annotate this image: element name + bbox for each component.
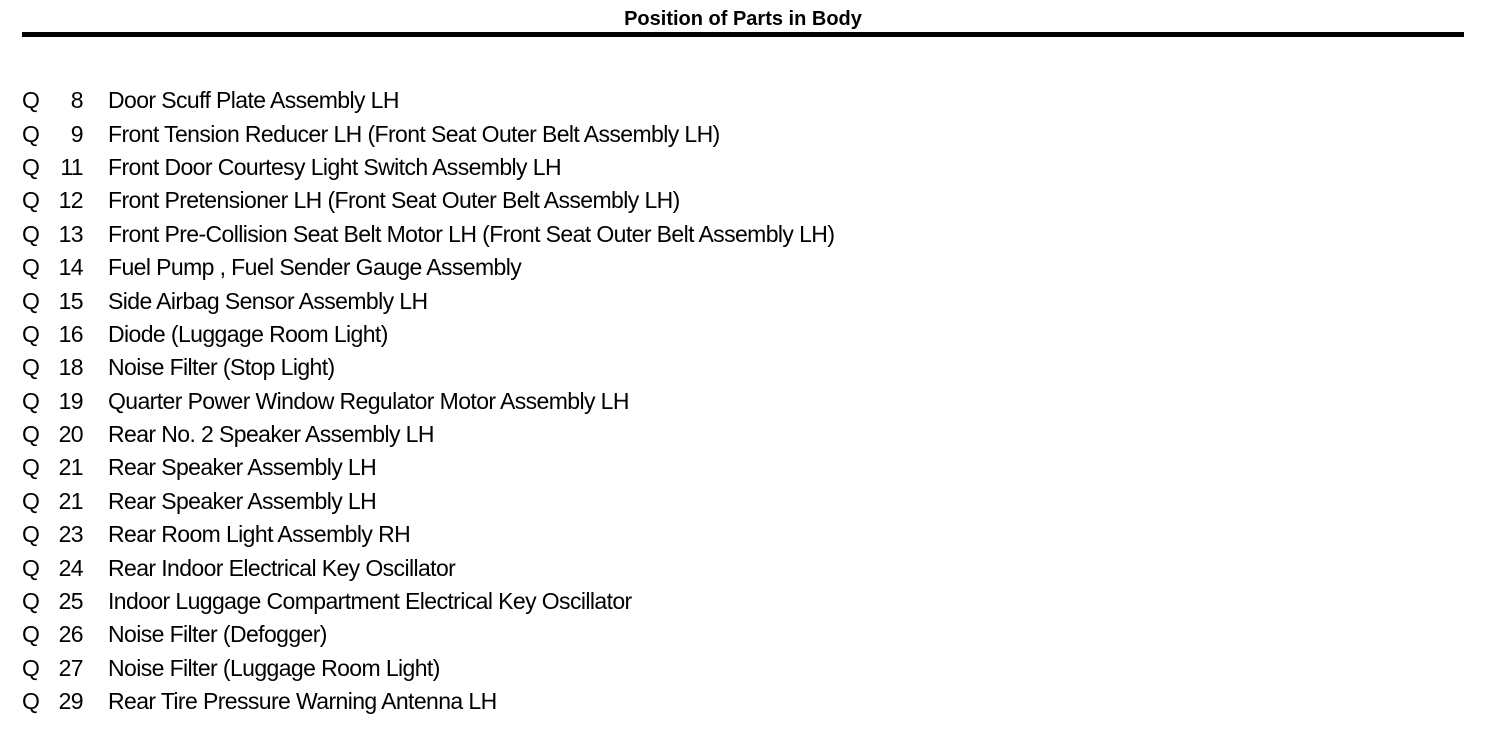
- part-location-code: Q: [22, 487, 40, 514]
- list-item: [22, 618, 834, 651]
- page-title: Position of Parts in Body: [624, 8, 862, 30]
- list-item: [22, 418, 834, 451]
- list-item: [22, 117, 834, 150]
- part-number: 11: [60, 153, 83, 180]
- list-item: [22, 551, 834, 584]
- part-name: Front Pretensioner LH (Front Seat Outer Belt Assembly LH): [108, 187, 680, 214]
- part-location-code: Q: [22, 454, 40, 481]
- list-item: [22, 251, 834, 284]
- part-number: 15: [58, 287, 83, 314]
- part-location-code: Q: [22, 87, 40, 114]
- part-name: Indoor Luggage Compartment Electrical Key Oscillator: [108, 588, 632, 615]
- parts-list: [22, 84, 834, 718]
- list-item: [22, 184, 834, 217]
- part-number: 13: [58, 220, 83, 247]
- part-name: Noise Filter (Defogger): [108, 621, 327, 648]
- list-item: [22, 151, 834, 184]
- part-location-code: Q: [22, 654, 40, 681]
- part-location-code: Q: [22, 120, 40, 147]
- part-number: 8: [70, 87, 83, 114]
- part-number: 9: [70, 120, 83, 147]
- part-location-code: Q: [22, 287, 40, 314]
- part-location-code: Q: [22, 220, 40, 247]
- list-item: [22, 218, 834, 251]
- part-name: Front Pre-Collision Seat Belt Motor LH (Front Seat Outer Belt Assembly LH): [108, 220, 835, 247]
- part-location-code: Q: [22, 521, 40, 548]
- part-location-code: Q: [22, 354, 40, 381]
- part-number: 26: [58, 621, 83, 648]
- list-item: [22, 518, 834, 551]
- list-item: [22, 485, 834, 518]
- part-number: 21: [58, 487, 83, 514]
- part-number: 20: [58, 421, 83, 448]
- part-number: 12: [58, 187, 83, 214]
- part-name: Rear Room Light Assembly RH: [108, 521, 411, 548]
- list-item: [22, 451, 834, 484]
- part-location-code: Q: [22, 688, 40, 715]
- part-number: 24: [58, 554, 83, 581]
- part-name: Rear Speaker Assembly LH: [108, 487, 377, 514]
- part-name: Noise Filter (Luggage Room Light): [108, 654, 440, 681]
- part-name: Noise Filter (Stop Light): [108, 354, 335, 381]
- part-number: 14: [58, 254, 83, 281]
- part-number: 18: [58, 354, 83, 381]
- part-location-code: Q: [22, 387, 40, 414]
- part-location-code: Q: [22, 254, 40, 281]
- list-item: [22, 585, 834, 618]
- part-location-code: Q: [22, 320, 40, 347]
- part-location-code: Q: [22, 554, 40, 581]
- part-location-code: Q: [22, 621, 40, 648]
- list-item: [22, 685, 834, 718]
- part-number: 19: [58, 387, 83, 414]
- part-name: Side Airbag Sensor Assembly LH: [108, 287, 428, 314]
- part-location-code: Q: [22, 187, 40, 214]
- list-item: [22, 284, 834, 317]
- part-name: Diode (Luggage Room Light): [108, 320, 388, 347]
- part-name: Front Tension Reducer LH (Front Seat Outer Belt Assembly LH): [108, 120, 720, 147]
- part-number: 25: [58, 588, 83, 615]
- list-item: [22, 84, 834, 117]
- title-divider: [22, 32, 1464, 37]
- part-name: Quarter Power Window Regulator Motor Assembly LH: [108, 387, 629, 414]
- list-item: [22, 351, 834, 384]
- part-name: Rear Tire Pressure Warning Antenna LH: [108, 688, 497, 715]
- part-name: Door Scuff Plate Assembly LH: [108, 87, 399, 114]
- part-name: Front Door Courtesy Light Switch Assembly LH: [108, 153, 561, 180]
- part-number: 23: [58, 521, 83, 548]
- part-name: Rear No. 2 Speaker Assembly LH: [108, 421, 434, 448]
- part-number: 29: [58, 688, 83, 715]
- part-location-code: Q: [22, 421, 40, 448]
- part-location-code: Q: [22, 588, 40, 615]
- part-name: Rear Indoor Electrical Key Oscillator: [108, 554, 456, 581]
- list-item: [22, 652, 834, 685]
- list-item: [22, 318, 834, 351]
- part-name: Rear Speaker Assembly LH: [108, 454, 377, 481]
- part-number: 21: [58, 454, 83, 481]
- part-number: 16: [58, 320, 83, 347]
- list-item: [22, 385, 834, 418]
- part-number: 27: [58, 654, 83, 681]
- part-name: Fuel Pump , Fuel Sender Gauge Assembly: [108, 254, 522, 281]
- part-location-code: Q: [22, 153, 40, 180]
